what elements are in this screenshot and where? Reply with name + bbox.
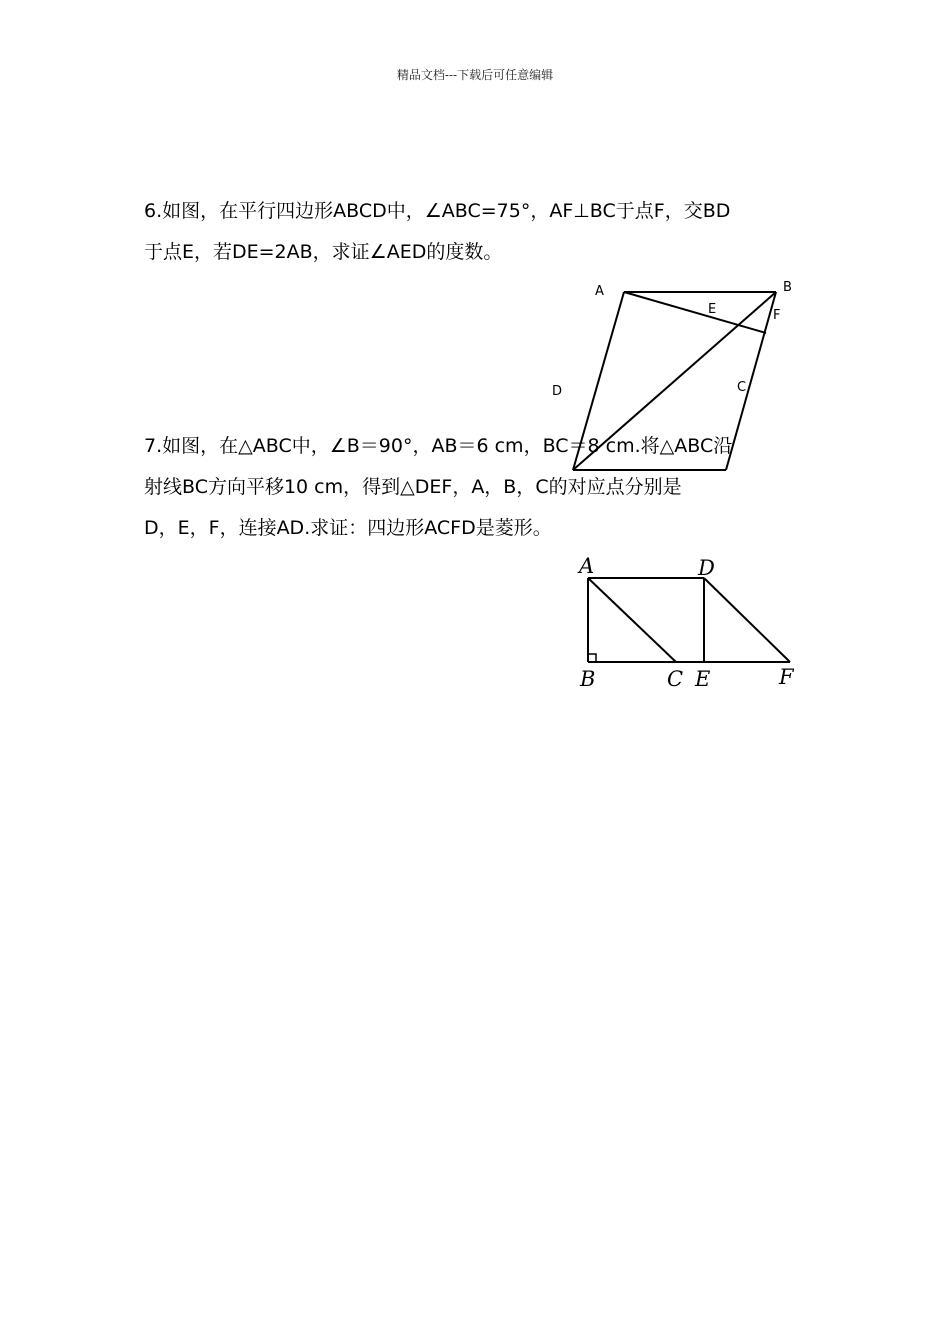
fig6-label-f: F [773, 308, 781, 323]
page-header: 精品文档---下载后可任意编辑 [396, 68, 554, 82]
fig6-label-a: A [595, 284, 604, 299]
fig7-label-c: C [667, 667, 684, 691]
fig7-label-a: A [579, 554, 595, 578]
fig7-label-f: F [779, 665, 794, 689]
fig7-segment-df [704, 578, 790, 662]
fig6-label-c: C [737, 380, 747, 395]
problem7-line2: 射线BC方向平移10 cm，得到△DEF，A，B，C的对应点分别是 [144, 476, 682, 498]
figure-7 [588, 578, 790, 662]
problem7-line1: 7.如图，在△ABC中，∠B＝90°，AB＝6 cm，BC＝8 cm.将△ABC沿 [144, 435, 733, 457]
fig7-label-b: B [580, 667, 596, 691]
fig7-segment-ac [588, 578, 676, 662]
fig7-right-angle-mark [588, 654, 596, 662]
fig6-label-d: D [552, 384, 563, 399]
fig6-label-e: E [708, 302, 717, 317]
fig7-label-d: D [698, 556, 715, 580]
problem6-line1: 6.如图，在平行四边形ABCD中，∠ABC=75°，AF⊥BC于点F，交BD [144, 200, 731, 222]
fig7-label-e: E [695, 667, 711, 691]
problem7-line3: D，E，F，连接AD.求证：四边形ACFD是菱形。 [144, 517, 552, 539]
fig6-segment-af [624, 292, 766, 333]
problem6-line2: 于点E，若DE=2AB，求证∠AED的度数。 [144, 241, 503, 263]
fig6-label-b: B [783, 280, 792, 295]
